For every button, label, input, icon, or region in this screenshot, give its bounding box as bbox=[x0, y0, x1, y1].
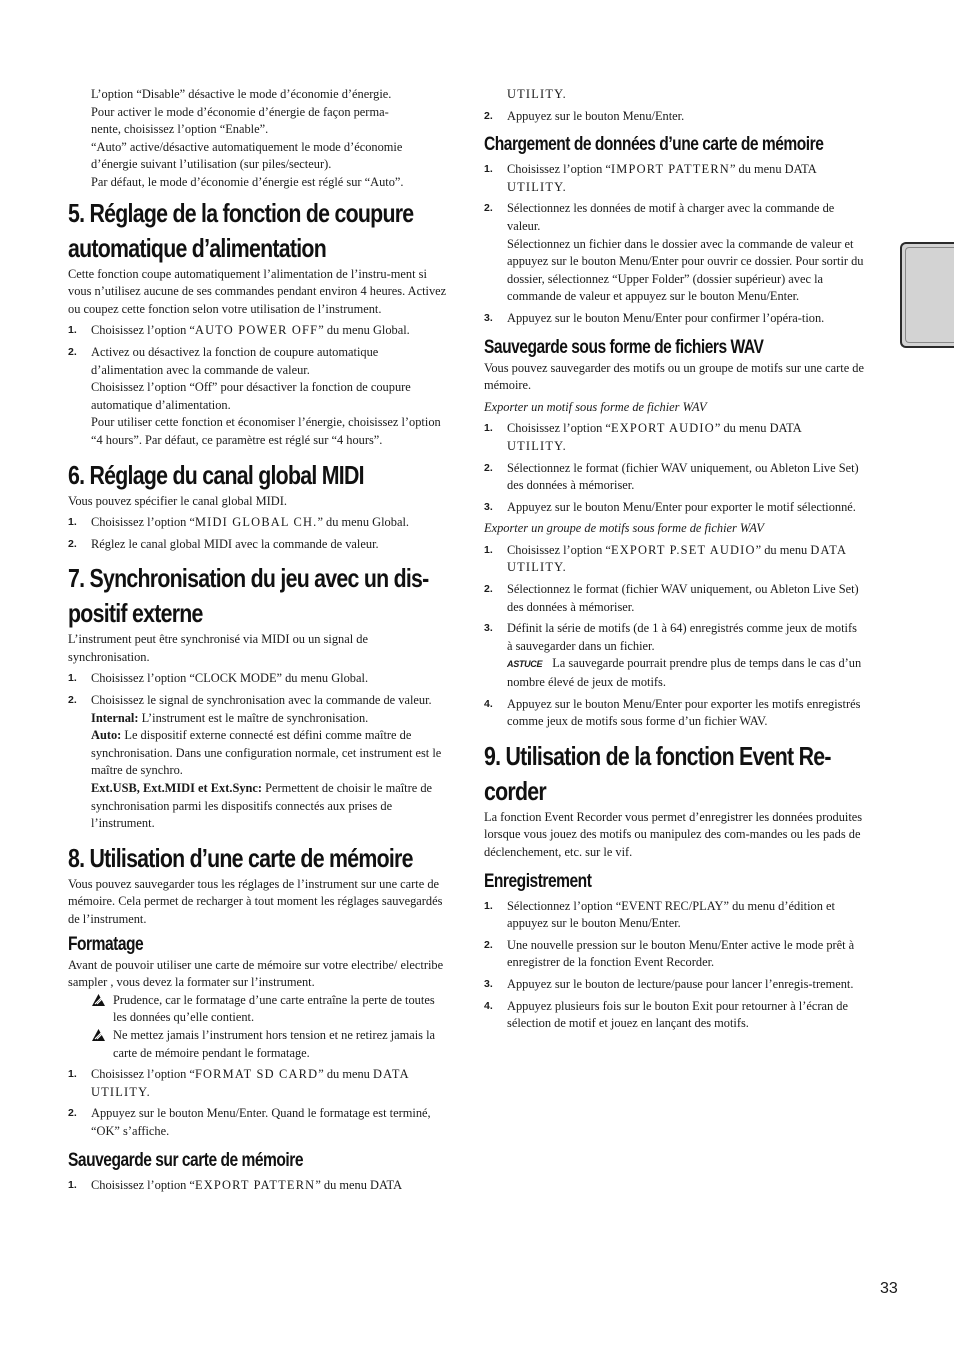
menu-name: UTILITY. bbox=[507, 438, 567, 453]
section-6-title: 6. Réglage du canal global MIDI bbox=[68, 459, 364, 490]
step: 2. Choisissez le signal de synchronisation avec la commande de valeur. Internal: L’instrument est le maître de synchronisation. Auto: Le dispositif externe connecté est défini comme maître de synchronisation. Dans une configuration normale, cet instrument est le maître de synchro. Ext.USB, Ext.MIDI et Ext.Sync: Permettent de choisir le maître de synchronisation parmi les dispositifs connectés aux prises de l’instrument. bbox=[68, 693, 442, 831]
title-line: 7. Synchronisation du jeu avec un dis- bbox=[68, 563, 429, 594]
step: 1. Choisissez l’option “EXPORT P.SET AUDIO” du menu DATA UTILITY. bbox=[484, 542, 847, 575]
warning-icon bbox=[92, 994, 105, 1006]
enregistrement-title: Enregistrement bbox=[484, 870, 592, 892]
step-text: Choisissez l’option “ bbox=[91, 1177, 195, 1192]
title-line: positif externe bbox=[68, 598, 203, 629]
step-text: Sélectionnez un fichier dans le dossier avec la commande de valeur et appuyez sur le bouton Menu/Enter pour ouvrir ce dossier. Pour sortir du dossier, sélectionnez “Upper Folder” (dossier supérieur) avec la commande de valeur et appuyez sur le bouton Menu/Enter. bbox=[507, 236, 864, 304]
step: 1. Sélectionnez l’option “EVENT REC/PLAY” du menu d’édition et appuyez sur le bouton Menu/Enter. bbox=[484, 898, 835, 931]
left-column bbox=[68, 86, 448, 1194]
step: 2. Appuyez sur le bouton Menu/Enter. bbox=[484, 108, 685, 123]
step-text: Sélectionnez le format (fichier WAV uniquement, ou Ableton Live Set) des données à mémoriser. bbox=[507, 582, 859, 614]
step-text: Définit la série de motifs (de 1 à 64) enregistrés comme jeux de motifs à sauvegarder dans un fichier. bbox=[507, 621, 857, 653]
step: 2. Sélectionnez les données de motif à charger avec la commande de valeur. Sélectionnez un fichier dans le dossier avec la commande de valeur et appuyez sur le bouton Menu/Enter pour ouvrir ce dossier. Pour sortir du dossier, sélectionnez “Upper Folder” (dossier supérieur) avec la commande de valeur et appuyez sur le bouton Menu/Enter. bbox=[484, 201, 864, 304]
astuce-text: La sauvegarde pourrait prendre plus de temps dans le cas d’un nombre élevé de jeux de motifs. bbox=[507, 656, 862, 690]
section-7-title bbox=[68, 561, 448, 631]
step-text: ” du menu bbox=[318, 1067, 373, 1082]
wav-body: Vous pouvez sauvegarder des motifs ou un groupe de motifs sur une carte de mémoire. bbox=[484, 360, 864, 393]
warning-note bbox=[68, 1027, 448, 1062]
right-column bbox=[484, 86, 864, 1033]
page-number: 33 bbox=[880, 1280, 898, 1297]
wav-subheading: Exporter un groupe de motifs sous forme de fichier WAV bbox=[484, 521, 764, 536]
step-text: Choisissez l’option “ bbox=[91, 1067, 195, 1082]
step: 4. Appuyez sur le bouton Menu/Enter pour exporter les motifs enregistrés comme jeux de motifs sous forme d’un fichier WAV. bbox=[484, 696, 861, 729]
step-text: Sélectionnez le format (fichier WAV uniquement, ou Ableton Live Set) des données à mémoriser. bbox=[507, 460, 859, 493]
step-text: Activez ou désactivez la fonction de coupure automatique d’alimentation avec la commande de valeur. bbox=[91, 344, 379, 377]
section-8-body: Vous pouvez sauvegarder tous les réglages de l’instrument sur une carte de mémoire. Cela permet de recharger à tout moment les réglages sauvegardés de l’instrument. bbox=[68, 876, 443, 926]
step: 1. Choisissez l’option “AUTO POWER OFF” du menu Global. bbox=[68, 323, 410, 338]
step-text: Réglez le canal global MIDI avec la commande de valeur. bbox=[91, 536, 379, 551]
step-text: Sélectionnez les données de motif à charger avec la commande de valeur. bbox=[507, 201, 835, 233]
section-8-title: 8. Utilisation d’une carte de mémoire bbox=[68, 842, 413, 873]
intro-line: L’option “Disable” désactive le mode d’économie d’énergie. bbox=[91, 87, 392, 101]
step-text: Choisissez l’option “ bbox=[91, 323, 195, 338]
step-text: Choisissez l’option “ bbox=[507, 162, 611, 177]
step-text: Une nouvelle pression sur le bouton Menu/Enter active le mode prêt à enregistrer de la fonction Event Recorder. bbox=[507, 937, 855, 970]
intro-line: “Auto” active/désactive automatiquement le mode d’économie bbox=[91, 139, 403, 154]
wav-subheading: Exporter un motif sous forme de fichier WAV bbox=[484, 399, 707, 414]
step: 2. Sélectionnez le format (fichier WAV uniquement, ou Ableton Live Set) des données à mémoriser. bbox=[484, 582, 859, 614]
step: 2. Sélectionnez le format (fichier WAV uniquement, ou Ableton Live Set) des données à mémoriser. bbox=[484, 460, 859, 493]
option-label: Internal: bbox=[91, 710, 139, 725]
option-text: L’instrument est le maître de synchronisation. bbox=[138, 710, 369, 725]
title-line: 9. Utilisation de la fonction Event Re- bbox=[484, 740, 831, 771]
step: 3. Définit la série de motifs (de 1 à 64) enregistrés comme jeux de motifs à sauvegarder dans un fichier. ASTUCE La sauvegarde pourrait prendre plus de temps dans le cas d’un nombre élevé de jeux de motifs. bbox=[484, 621, 862, 690]
astuce-label: ASTUCE bbox=[507, 659, 543, 670]
menu-option: FORMAT SD CARD bbox=[194, 1067, 319, 1082]
option-label: Auto: bbox=[91, 728, 122, 743]
step-text: ” du menu Global. bbox=[318, 323, 410, 338]
menu-option: IMPORT PATTERN bbox=[610, 162, 730, 177]
title-line: automatique d’alimentation bbox=[68, 232, 327, 263]
step: 1. Choisissez l’option “EXPORT PATTERN” du menu DATA bbox=[68, 1177, 403, 1192]
load-title: Chargement de données d’une carte de mémoire bbox=[484, 134, 824, 156]
step: 4. Appuyez plusieurs fois sur le bouton Exit pour retourner à l’écran de sélection de motif et jouez en lançant des motifs. bbox=[484, 998, 848, 1031]
step: 2. Réglez le canal global MIDI avec la commande de valeur. bbox=[68, 536, 379, 551]
step: 1. Choisissez l’option “EXPORT AUDIO” du menu DATA UTILITY. bbox=[484, 421, 801, 453]
intro-line: d’énergie suivant l’utilisation (sur piles/secteur). bbox=[91, 157, 332, 172]
formatage-body: Avant de pouvoir utiliser une carte de mémoire sur votre electribe/ electribe sampler , vous devez la formater sur l’instrument. bbox=[68, 957, 444, 990]
section-9-title bbox=[484, 739, 864, 809]
step: 1. Choisissez l’option “CLOCK MODE” du menu Global. bbox=[68, 671, 369, 686]
warning-text: Ne mettez jamais l’instrument hors tension et ne retirez jamais la carte de mémoire pendant le formatage. bbox=[113, 1027, 436, 1060]
step: 2. Activez ou désactivez la fonction de coupure automatique d’alimentation avec la commande de valeur. Choisissez l’option “Off” pour désactiver la fonction de coupure automatique d’alimentation. Pour utiliser cette fonction et économiser l’énergie, choisissez l’option “4 hours”. Par défaut, ce paramètre est réglé sur “4 hours”. bbox=[68, 344, 441, 447]
step-text: Appuyez plusieurs fois sur le bouton Exit pour retourner à l’écran de sélection de motif et jouez en lançant des motifs. bbox=[507, 998, 848, 1031]
step-text: Choisissez l’option “ bbox=[507, 421, 611, 436]
step-text: ” du menu DATA bbox=[315, 1177, 403, 1192]
step-text: Appuyez sur le bouton Menu/Enter. Quand le formatage est terminé, “OK” s’affiche. bbox=[91, 1106, 431, 1138]
step-text: Choisissez l’option “ bbox=[507, 542, 611, 557]
save-card-title: Sauvegarde sur carte de mémoire bbox=[68, 1149, 304, 1171]
intro-line: Pour activer le mode d’économie d’énergie de façon perma- bbox=[91, 104, 389, 119]
menu-option: MIDI GLOBAL CH. bbox=[194, 515, 318, 530]
title-line: 5. Réglage de la fonction de coupure bbox=[68, 197, 414, 228]
step-text: Appuyez sur le bouton Menu/Enter. bbox=[507, 108, 685, 123]
intro-paragraph bbox=[68, 86, 448, 192]
step-text: ” du menu Global. bbox=[317, 515, 409, 530]
step-text: ” du menu DATA bbox=[729, 162, 817, 177]
continued-text: UTILITY. bbox=[507, 87, 567, 101]
step: 1. Choisissez l’option “FORMAT SD CARD” du menu DATA UTILITY. bbox=[68, 1067, 410, 1099]
chapter-tab bbox=[900, 242, 954, 348]
step: 3. Appuyez sur le bouton Menu/Enter pour exporter le motif sélectionné. bbox=[484, 499, 856, 514]
warning-note bbox=[68, 992, 448, 1027]
step: 1. Choisissez l’option “MIDI GLOBAL CH.” du menu Global. bbox=[68, 515, 409, 530]
intro-line: Par défaut, le mode d’économie d’énergie est réglé sur “Auto”. bbox=[91, 174, 404, 189]
option-label: Ext.USB, Ext.MIDI et Ext.Sync: bbox=[91, 781, 263, 796]
section-5-body: Cette fonction coupe automatiquement l’alimentation de l’instru-ment si vous n’utilisez aucune de ses commandes pendant environ 4 heures. Activez ou coupez cette fonction selon votre utilisation de l’instrument. bbox=[68, 266, 447, 316]
option-text: Permettent de choisir le maître de synchronisation parmi les dispositifs connectés aux prises de l’instrument. bbox=[91, 781, 433, 831]
step-text: Appuyez sur le bouton de lecture/pause pour lancer l’enregis-trement. bbox=[507, 976, 854, 991]
step-text: Choisissez l’option “ bbox=[91, 515, 195, 530]
step-text: Sélectionnez l’option “EVENT REC/PLAY” du menu d’édition et appuyez sur le bouton Menu/Enter. bbox=[507, 898, 835, 931]
step: 2. Une nouvelle pression sur le bouton Menu/Enter active le mode prêt à enregistrer de la fonction Event Recorder. bbox=[484, 937, 855, 970]
option-text: Le dispositif externe connecté est défini comme maître de synchronisation. Dans une configuration normale, cet instrument est le maître de synchro. bbox=[91, 728, 442, 778]
menu-name: DATA UTILITY. bbox=[507, 542, 847, 575]
step-text: Pour utiliser cette fonction et économiser l’énergie, choisissez l’option “4 hours”. Par défaut, ce paramètre est réglé sur “4 hours”. bbox=[91, 415, 441, 447]
menu-option: AUTO POWER OFF bbox=[194, 323, 319, 338]
menu-name: UTILITY. bbox=[507, 179, 567, 194]
warning-icon bbox=[92, 1029, 105, 1041]
step-text: Appuyez sur le bouton Menu/Enter pour confirmer l’opéra-tion. bbox=[507, 310, 825, 325]
menu-option: EXPORT P.SET AUDIO bbox=[610, 542, 756, 557]
title-line: corder bbox=[484, 775, 546, 806]
step-text: Appuyez sur le bouton Menu/Enter pour exporter les motifs enregistrés comme jeux de motifs sous forme d’un fichier WAV. bbox=[507, 696, 861, 729]
step-text: Choisissez le signal de synchronisation avec la commande de valeur. bbox=[91, 693, 432, 708]
formatage-title: Formatage bbox=[68, 933, 144, 955]
menu-name: DATA UTILITY. bbox=[91, 1067, 410, 1099]
step: 2. Appuyez sur le bouton Menu/Enter. Quand le formatage est terminé, “OK” s’affiche. bbox=[68, 1106, 431, 1138]
step: 1. Choisissez l’option “IMPORT PATTERN” du menu DATA UTILITY. bbox=[484, 162, 817, 194]
step-text: Appuyez sur le bouton Menu/Enter pour exporter le motif sélectionné. bbox=[507, 499, 856, 514]
section-7-body: L’instrument peut être synchronisé via MIDI ou un signal de synchronisation. bbox=[68, 632, 368, 664]
wav-title: Sauvegarde sous forme de fichiers WAV bbox=[484, 336, 764, 358]
step-text: Choisissez l’option “Off” pour désactiver la fonction de coupure automatique d’alimentation. bbox=[91, 380, 411, 412]
menu-option: EXPORT PATTERN bbox=[194, 1177, 316, 1192]
intro-line: nente, choisissez l’option “Enable”. bbox=[91, 122, 269, 137]
step: 3. Appuyez sur le bouton Menu/Enter pour confirmer l’opéra-tion. bbox=[484, 310, 825, 325]
step-text: Choisissez l’option “CLOCK MODE” du menu Global. bbox=[91, 671, 369, 686]
step: 3. Appuyez sur le bouton de lecture/pause pour lancer l’enregis-trement. bbox=[484, 976, 854, 991]
step-text: ” du menu DATA bbox=[714, 421, 801, 436]
section-5-title bbox=[68, 196, 448, 266]
step-text: ” du menu bbox=[755, 542, 811, 557]
menu-option: EXPORT AUDIO bbox=[610, 421, 715, 436]
section-9-body: La fonction Event Recorder vous permet d’enregistrer les données produites lorsque vous jouez des motifs ou manipulez des com-mandes ou les pads de déclenchement, etc. sur le vif. bbox=[484, 809, 863, 859]
warning-text: Prudence, car le formatage d’une carte entraîne la perte de toutes les données qu’elle contient. bbox=[113, 992, 435, 1025]
section-6-body: Vous pouvez spécifier le canal global MIDI. bbox=[68, 493, 287, 508]
